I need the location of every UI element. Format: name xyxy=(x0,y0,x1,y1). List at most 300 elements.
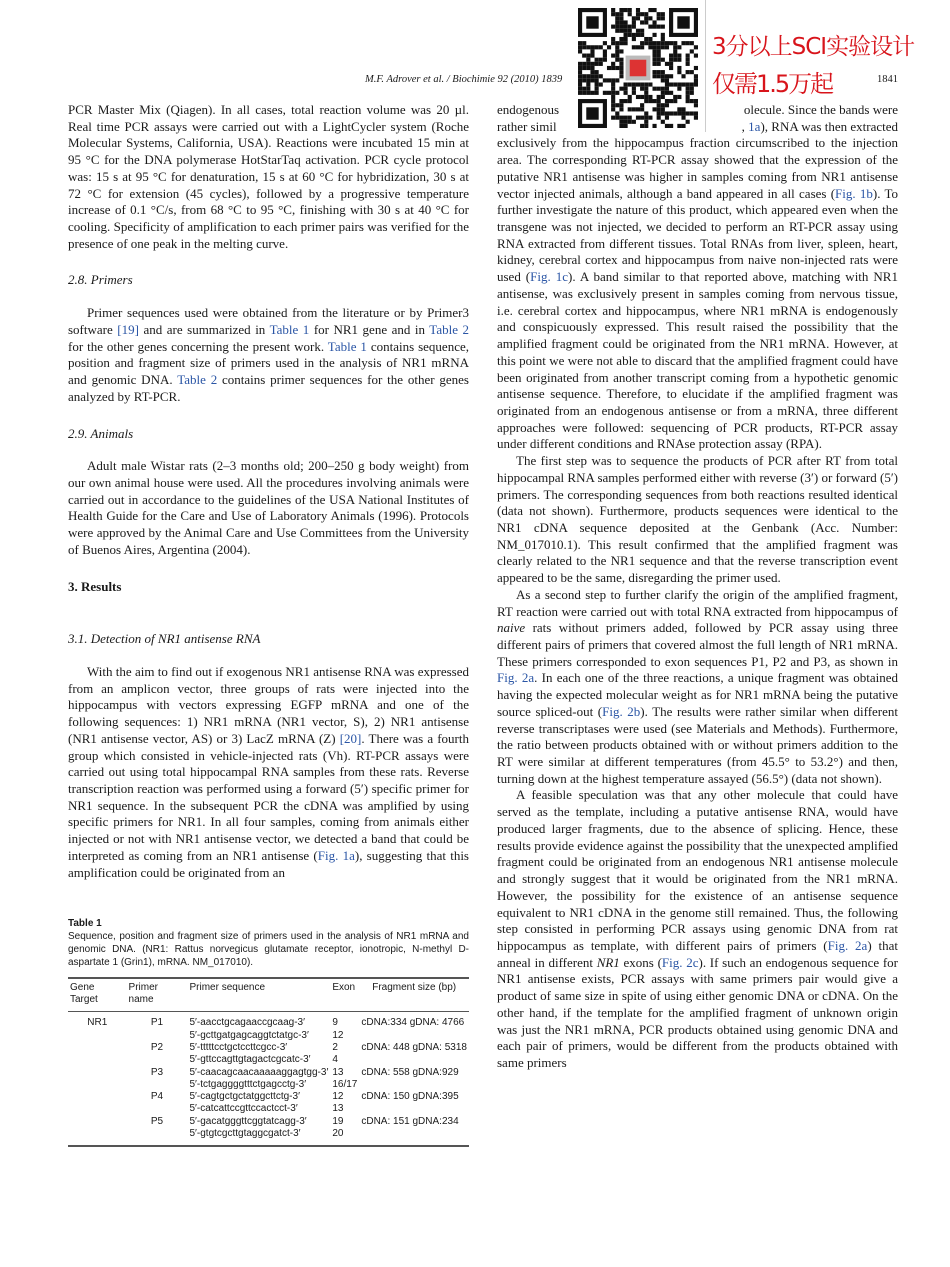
qr-module xyxy=(665,111,669,115)
qr-module xyxy=(578,41,582,45)
qr-module xyxy=(590,74,594,78)
table-cell xyxy=(68,1067,127,1079)
qr-module xyxy=(619,99,623,103)
table-cell: cDNA:334 gDNA: 4766 xyxy=(361,1017,465,1029)
spacer xyxy=(68,252,469,272)
qr-module xyxy=(628,25,632,29)
qr-module xyxy=(644,20,648,24)
section-heading-block xyxy=(68,406,469,459)
qr-module xyxy=(686,41,690,45)
qr-module xyxy=(615,78,619,82)
qr-module xyxy=(661,107,665,111)
qr-module xyxy=(652,70,656,74)
qr-module xyxy=(677,16,689,28)
table-row xyxy=(68,1012,469,1030)
qr-module xyxy=(611,54,615,58)
paragraph xyxy=(497,587,898,788)
qr-module xyxy=(657,87,661,91)
qr-module xyxy=(615,25,619,29)
reference-link[interactable]: [20] xyxy=(339,730,362,746)
qr-module xyxy=(586,74,590,78)
reference-link[interactable]: Fig. 2a xyxy=(827,937,868,953)
qr-module xyxy=(619,12,623,16)
qr-module xyxy=(628,116,632,120)
qr-module xyxy=(652,62,656,66)
qr-module xyxy=(611,99,615,103)
paragraph xyxy=(497,787,898,1071)
table-row xyxy=(68,1079,469,1091)
qr-module xyxy=(619,120,623,124)
qr-module xyxy=(640,33,644,37)
section-heading-block xyxy=(68,252,469,305)
qr-module xyxy=(582,62,586,66)
spacer xyxy=(68,559,469,579)
qr-module xyxy=(677,70,681,74)
qr-module xyxy=(619,74,623,78)
qr-module xyxy=(644,87,648,91)
qr-module xyxy=(640,103,644,107)
qr-module xyxy=(665,99,669,103)
column-header: Exon xyxy=(330,978,359,1012)
qr-module xyxy=(615,16,619,20)
paragraph xyxy=(68,305,469,405)
paragraph xyxy=(497,453,898,587)
qr-module xyxy=(652,41,656,45)
table-cell: 4 xyxy=(332,1054,338,1066)
qr-module xyxy=(615,91,619,95)
qr-module xyxy=(669,62,673,66)
qr-module xyxy=(586,54,590,58)
qr-module xyxy=(628,95,632,99)
table-cell: 5′-aacctgcagaaccgcaag-3′ xyxy=(189,1017,305,1029)
text-run: Adult male Wistar rats (2–3 months old; 200–250 g body weight) from our own animal house were used. All the procedures involving animals were carried out in accordance to the guidelines of the USA National Institutes of Health Guide for the Care and Use of Laboratory Animals (1996). Protocols were approved by the Animal Care and Use Committees from the University of Buenos Aires, Argentina (2004). xyxy=(68,458,469,557)
text-run: With the aim to find out if exogenous NR1 antisense RNA was expressed from an amplicon vector, three groups of rats were injected into the hippocampus with vectors expressing EGFP mRNA and one of the following sequences: 1) NR1 mRNA (NR1 vector, S), 2) NR1 antisense (NR1 antisense vector, AS) or 3) LacZ mRNA (Z) xyxy=(68,663,469,746)
qr-module xyxy=(619,49,623,53)
qr-module xyxy=(665,91,669,95)
qr-module xyxy=(661,45,665,49)
qr-module xyxy=(595,91,599,95)
qr-module xyxy=(694,99,698,103)
qr-module xyxy=(619,107,623,111)
qr-module xyxy=(669,91,673,95)
qr-module xyxy=(619,20,623,24)
qr-module xyxy=(690,70,694,74)
qr-module xyxy=(632,20,636,24)
qr-module xyxy=(628,82,632,86)
qr-module xyxy=(632,82,636,86)
qr-module xyxy=(644,99,648,103)
qr-module xyxy=(669,124,673,128)
qr-module xyxy=(586,78,590,82)
qr-module xyxy=(644,120,648,124)
table-cell xyxy=(359,1128,469,1146)
qr-module xyxy=(690,91,694,95)
qr-module xyxy=(624,41,628,45)
reference-link[interactable]: Fig. 1c xyxy=(530,269,568,285)
qr-module xyxy=(690,49,694,53)
table-header-row xyxy=(68,978,469,1012)
qr-module xyxy=(661,12,665,16)
qr-module xyxy=(615,45,619,49)
qr-module xyxy=(586,58,590,62)
qr-module xyxy=(661,111,665,115)
qr-module xyxy=(640,124,644,128)
text-run: ). The results were rather similar when different reverse transcriptases were used (see Materials and Methods). Furthermore, the ratio between products obtained with or without primers addition to the RT were similar at different temperatures (from 45.5° to 53.2°) and then, turning down at the highest temperature assayed (56.5°) (data not shown). xyxy=(497,703,899,786)
qr-module xyxy=(640,29,644,33)
qr-module xyxy=(677,124,681,128)
qr-module xyxy=(582,74,586,78)
table-cell: 5′-cagtgctgctatggcttctg-3′ xyxy=(189,1091,300,1103)
qr-module xyxy=(595,82,599,86)
primer-table xyxy=(68,977,469,1147)
qr-module xyxy=(665,103,669,107)
qr-module xyxy=(615,41,619,45)
qr-module xyxy=(611,103,615,107)
text-run: Primer sequences used were obtained from the literature or by Primer3 software xyxy=(68,305,469,337)
qr-module xyxy=(640,82,644,86)
qr-module xyxy=(669,54,673,58)
qr-module xyxy=(611,8,615,12)
table-cell xyxy=(68,1116,127,1128)
table-cell: P4 xyxy=(150,1091,164,1103)
qr-module xyxy=(686,54,690,58)
qr-module xyxy=(586,62,590,66)
qr-module xyxy=(690,82,694,86)
qr-module xyxy=(665,62,669,66)
qr-module xyxy=(665,78,669,82)
qr-module xyxy=(619,62,623,66)
qr-module xyxy=(669,82,673,86)
qr-module xyxy=(599,82,603,86)
italic-text: NR1 xyxy=(596,954,620,970)
qr-module xyxy=(648,41,652,45)
qr-module xyxy=(619,66,623,70)
qr-module xyxy=(624,33,628,37)
qr-module xyxy=(595,58,599,62)
qr-module xyxy=(582,91,586,95)
qr-module xyxy=(673,41,677,45)
qr-module xyxy=(611,62,615,66)
qr-module xyxy=(648,8,652,12)
qr-module xyxy=(603,49,607,53)
qr-module xyxy=(615,103,619,107)
paragraph xyxy=(68,102,469,252)
qr-module xyxy=(636,16,640,20)
qr-module xyxy=(686,91,690,95)
qr-module xyxy=(673,99,677,103)
table-cell: 12 xyxy=(332,1091,344,1103)
text-run: contains sequence, position and fragment size of primers used in the analysis of NR1 mRNA and genomic DNA. xyxy=(68,338,469,388)
qr-module xyxy=(628,107,632,111)
qr-module xyxy=(661,95,665,99)
section-heading-block xyxy=(68,559,469,612)
table-cell: P5 xyxy=(150,1115,164,1127)
qr-module xyxy=(586,91,590,95)
qr-module xyxy=(582,45,586,49)
qr-module xyxy=(607,45,611,49)
table-cell xyxy=(68,1128,127,1146)
qr-module xyxy=(665,82,669,86)
qr-module xyxy=(590,66,594,70)
qr-module xyxy=(677,111,681,115)
table-cell xyxy=(68,1079,127,1091)
qr-module xyxy=(657,16,661,20)
qr-module xyxy=(652,74,656,78)
qr-module xyxy=(652,99,656,103)
qr-module xyxy=(586,82,590,86)
qr-module xyxy=(624,87,628,91)
qr-module xyxy=(590,78,594,82)
qr-module xyxy=(673,49,677,53)
qr-module xyxy=(661,41,665,45)
text-run: PCR Master Mix (Qiagen). In all cases, total reaction volume was 20 µl. Real time PCR assays were carried out with a LightCycler system (Roche Molecular Systems, California, USA). Reactions were incubated 15 min at 95 °C for the DNA polymerase HotStarTaq activation. PCR cycle protocol was: 15 s at 95 °C for denaturation, 15 s at 60 °C for hybridization, 30 s at 72 °C for extension (45 cycles), followed by a progressive temperature increase of 0.1 °C/s, from 68 °C to 95 °C, finishing with 30 s at 40 °C for cooling. Specificity of amplification to each primer pairs was verified for the presence of one peak in the melting curve. xyxy=(68,102,469,251)
table-cell: 2 xyxy=(332,1041,338,1053)
qr-module xyxy=(686,95,690,99)
qr-module xyxy=(677,54,681,58)
reference-link[interactable]: Table 1 xyxy=(269,321,310,337)
text-fragment: olecule. Since the bands were xyxy=(743,102,898,117)
qr-module xyxy=(619,29,623,33)
qr-module xyxy=(681,74,685,78)
text-run: exclusively from the hippocampus fraction circumscribed to the injection area. The corresponding RT-PCR assay showed that the expression of the putative NR1 antisense was higher in samples coming from NR1 antisense vector injected animals, although a band appeared in all cases ( xyxy=(497,135,898,201)
qr-module xyxy=(652,25,656,29)
text-run: and are summarized in xyxy=(138,321,270,337)
qr-module xyxy=(681,116,685,120)
qr-module xyxy=(624,29,628,33)
qr-module xyxy=(636,45,640,49)
qr-module xyxy=(615,12,619,16)
qr-module xyxy=(661,103,665,107)
qr-module xyxy=(640,116,644,120)
qr-module xyxy=(657,99,661,103)
qr-module xyxy=(644,95,648,99)
table-cell: P3 xyxy=(150,1066,164,1078)
qr-module xyxy=(619,58,623,62)
table-cell: P2 xyxy=(150,1041,164,1053)
qr-module xyxy=(652,45,656,49)
qr-module xyxy=(681,124,685,128)
qr-module xyxy=(611,87,615,91)
qr-module xyxy=(644,41,648,45)
qr-module xyxy=(686,58,690,62)
qr-module xyxy=(628,8,632,12)
qr-module xyxy=(644,12,648,16)
qr-module xyxy=(665,74,669,78)
qr-module xyxy=(694,54,698,58)
qr-module xyxy=(586,45,590,49)
qr-module xyxy=(611,91,615,95)
qr-module xyxy=(677,107,681,111)
table-cell: cDNA: 150 gDNA:395 xyxy=(361,1091,459,1103)
paragraph xyxy=(497,135,898,453)
qr-module xyxy=(636,8,640,12)
qr-module xyxy=(624,25,628,29)
qr-module xyxy=(603,41,607,45)
qr-module xyxy=(657,95,661,99)
qr-module xyxy=(619,116,623,120)
qr-module xyxy=(586,16,598,28)
qr-module xyxy=(632,107,636,111)
table-cell xyxy=(359,1030,469,1042)
qr-module xyxy=(611,82,615,86)
text-run: rats without primers added, followed by PCR assay using three different pairs of primers that covered almost the full length of NR1 mRNA. These primers corresponded to exon sequences P1, P2 and P3, as shown in xyxy=(497,620,898,669)
qr-module xyxy=(582,78,586,82)
qr-module xyxy=(611,78,615,82)
reference-link[interactable]: Fig. 2b xyxy=(602,703,641,719)
page-number: 1841 xyxy=(877,74,898,85)
text-run: ) that anneal in different xyxy=(497,937,898,970)
qr-module xyxy=(644,111,648,115)
table-cell xyxy=(127,1030,188,1042)
qr-module xyxy=(652,107,656,111)
qr-module xyxy=(648,25,652,29)
table-cell xyxy=(68,1030,127,1042)
qr-module xyxy=(607,66,611,70)
qr-module xyxy=(599,45,603,49)
qr-module xyxy=(657,116,661,120)
qr-module xyxy=(611,95,615,99)
qr-module xyxy=(595,74,599,78)
qr-module xyxy=(603,91,607,95)
qr-module xyxy=(694,116,698,120)
ad-text-line-2: 仅需1.5万起 xyxy=(712,70,833,98)
qr-module xyxy=(661,91,665,95)
qr-module xyxy=(624,91,628,95)
column-header: Gene Target xyxy=(68,978,127,1012)
table-cell: 5′-tttttcctgctccttcgcc-3′ xyxy=(189,1041,288,1053)
qr-module xyxy=(644,16,648,20)
text-fragment: ), RNA was then extracted xyxy=(760,118,898,134)
subsection-heading: 3.1. Detection of NR1 antisense RNA xyxy=(68,631,261,647)
table-cell: cDNA: 151 gDNA:234 xyxy=(361,1115,459,1127)
qr-module xyxy=(595,62,599,66)
right-column xyxy=(497,102,898,1072)
reference-link[interactable]: Table 2 xyxy=(177,372,218,388)
section-heading-block xyxy=(68,611,469,664)
qr-module xyxy=(694,45,698,49)
qr-module xyxy=(686,87,690,91)
qr-module xyxy=(686,99,690,103)
text-run: . There was a fourth group which consisted in vehicle-injected rats (Vh). RT-PCR assays were carried out using total hippocampal RNA samples from these rats. Reverse transcription reaction was performed using a forward (5′) specific primer for NR1 sequence. In the subsequent PCR the cDNA was amplified by using specific primers for NR1. In all four samples, coming from animals either injected or not with NR1 antisense vector, we detected a band that could be interpreted as coming from an NR1 antisense ( xyxy=(68,730,469,863)
reference-link[interactable]: Fig. 2c xyxy=(661,954,699,970)
qr-module xyxy=(648,116,652,120)
qr-module xyxy=(669,111,673,115)
text-fragment: rather simil xyxy=(497,118,557,134)
table-cell: 5′-gacatgggttcggtatcagg-3′ xyxy=(189,1115,307,1127)
reference-link[interactable]: Table 2 xyxy=(429,321,469,337)
qr-module xyxy=(603,58,607,62)
paragraph xyxy=(68,664,469,881)
figure-link[interactable]: 1a xyxy=(748,118,761,134)
qr-module xyxy=(619,41,623,45)
qr-module xyxy=(677,95,681,99)
qr-module xyxy=(619,87,623,91)
qr-module xyxy=(624,82,628,86)
text-run: for the other genes concerning the present work. xyxy=(68,338,328,354)
qr-module xyxy=(648,45,652,49)
qr-module xyxy=(640,107,644,111)
qr-module xyxy=(665,41,669,45)
text-run: exons ( xyxy=(619,954,662,970)
table-cell: 13 xyxy=(332,1103,344,1115)
right-body xyxy=(497,135,898,1071)
qr-module xyxy=(619,25,623,29)
text-fragment xyxy=(742,119,898,136)
table-cell: 19 xyxy=(332,1115,344,1127)
text-run: ). To further investigate the nature of this product, which appeared even when the transgene was not injected, we decided to perform an RT-PCR assay using RNA extracted from different tissues. Total RNAs from liver, spleen, heart, kidney, cerebral cortex and hippocampus from naive non-injected rats were used ( xyxy=(497,185,898,285)
qr-module xyxy=(636,95,640,99)
qr-module xyxy=(595,87,599,91)
qr-module xyxy=(578,70,582,74)
qr-module xyxy=(578,49,582,53)
qr-module xyxy=(619,124,623,128)
qr-module xyxy=(636,116,640,120)
reference-link[interactable]: Fig. 1b xyxy=(835,185,873,201)
reference-link[interactable]: Fig. 2a xyxy=(497,670,535,686)
qr-module xyxy=(582,54,586,58)
qr-module xyxy=(640,87,644,91)
qr-module xyxy=(595,70,599,74)
qr-module xyxy=(624,116,628,120)
qr-module xyxy=(657,25,661,29)
table-cell xyxy=(68,1091,127,1103)
table-cell: 20 xyxy=(332,1127,344,1139)
qr-module xyxy=(673,58,677,62)
qr-module xyxy=(661,70,665,74)
table-cell xyxy=(127,1128,188,1146)
text-run: ). If such an endogenous sequence for NR1 antisense exists, PCR assays with same primers pair would give a product of same size in spite of using either genomic DNA or cDNA. On the other hand, if the template for the amplified fragment of unknown origin was just the NR1 mRNA, PCR products obtained using genomic DNA and each pair of primers, would be different from the products obtained with same primers xyxy=(497,954,898,1070)
qr-module xyxy=(632,45,636,49)
qr-module xyxy=(652,49,656,53)
qr-module xyxy=(607,78,611,82)
qr-module xyxy=(694,74,698,78)
qr-module xyxy=(578,74,582,78)
qr-module xyxy=(632,33,636,37)
qr-module xyxy=(599,74,603,78)
qr-module xyxy=(686,120,690,124)
qr-module xyxy=(624,124,628,128)
text-run: contains primer sequences for the other genes analyzed by RT-PCR. xyxy=(68,372,469,404)
reference-link[interactable]: Table 1 xyxy=(327,338,367,354)
table-cell: NR1 xyxy=(87,1017,108,1029)
qr-module xyxy=(611,37,615,41)
reference-link[interactable]: [19] xyxy=(117,321,139,337)
qr-module xyxy=(632,120,636,124)
qr-module xyxy=(690,111,694,115)
qr-module xyxy=(615,20,619,24)
text-run: ), suggesting that this amplification could be originated from an xyxy=(68,847,469,880)
qr-module xyxy=(648,16,652,20)
qr-module xyxy=(619,16,623,20)
reference-link[interactable]: Fig. 1a xyxy=(317,847,355,863)
qr-module xyxy=(686,62,690,66)
subsection-heading: 2.9. Animals xyxy=(68,425,134,441)
qr-module xyxy=(603,54,607,58)
qr-module xyxy=(681,107,685,111)
qr-module xyxy=(624,8,628,12)
text-fragment: endogenous xyxy=(497,102,560,117)
qr-module xyxy=(669,99,673,103)
qr-module xyxy=(681,111,685,115)
table-cell xyxy=(359,1079,469,1091)
qr-module xyxy=(657,70,661,74)
qr-module xyxy=(661,25,665,29)
table-cell: 5′-tctgaggggtttctgagcctg-3′ xyxy=(189,1078,307,1090)
table-row xyxy=(68,1128,469,1146)
qr-module xyxy=(590,54,594,58)
qr-module xyxy=(630,60,647,77)
qr-module xyxy=(628,12,632,16)
